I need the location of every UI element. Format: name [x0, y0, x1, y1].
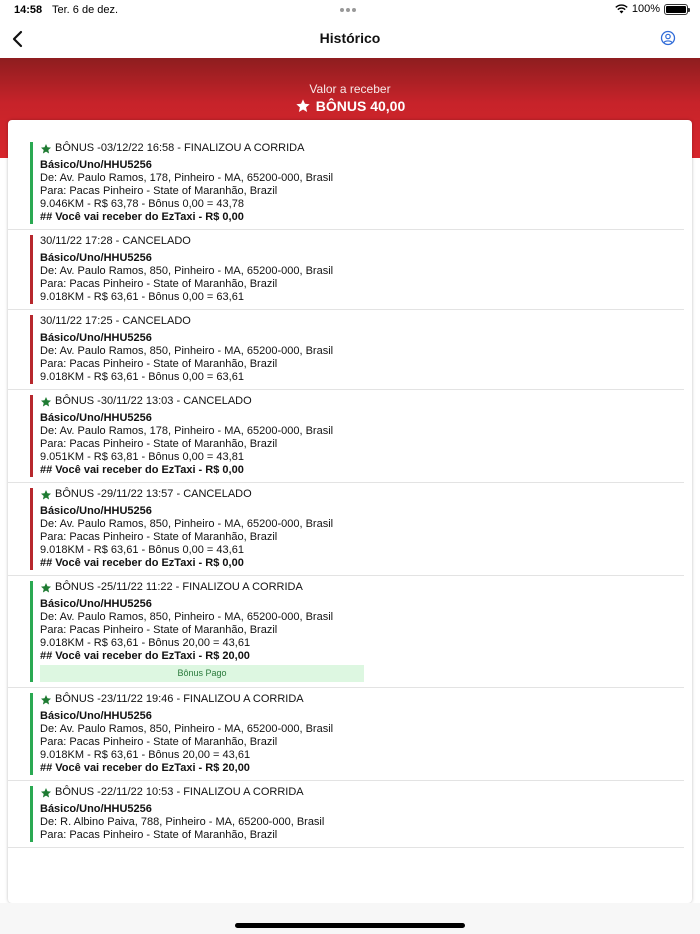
ride-vehicle: Básico/Uno/HHU5256 — [40, 710, 152, 722]
ride-vehicle: Básico/Uno/HHU5256 — [40, 332, 152, 344]
ride-vehicle: Básico/Uno/HHU5256 — [40, 803, 152, 815]
ride-header-text: BÔNUS -30/11/22 13:03 - CANCELADO — [55, 395, 252, 407]
ride-destination: Para: Pacas Pinheiro - State of Maranhão, Brazil — [40, 185, 278, 197]
ride-origin: De: Av. Paulo Ramos, 178, Pinheiro - MA, 65200-000, Brasil — [40, 172, 334, 184]
ride-header-text: BÔNUS -25/11/22 11:22 - FINALIZOU A CORRIDA — [55, 581, 303, 593]
star-icon — [40, 694, 52, 706]
ride-fare: 9.018KM - R$ 63,61 - Bônus 0,00 = 63,61 — [40, 291, 244, 303]
star-icon — [40, 143, 52, 155]
battery-percent: 100% — [631, 3, 660, 15]
ride-bonus-note: ## Você vai receber do EzTaxi - R$ 0,00 — [40, 557, 244, 569]
ride-vehicle: Básico/Uno/HHU5256 — [40, 159, 152, 171]
ride-origin: De: Av. Paulo Ramos, 850, Pinheiro - MA, 65200-000, Brasil — [40, 611, 334, 623]
ride-vehicle: Básico/Uno/HHU5256 — [40, 252, 152, 264]
status-time: 14:58 — [14, 4, 43, 16]
balance-amount: BÔNUS 40,00 — [315, 98, 406, 114]
ride-fare: 9.046KM - R$ 63,78 - Bônus 0,00 = 43,78 — [40, 198, 244, 210]
status-date: Ter. 6 de dez. — [52, 4, 119, 16]
ride-history-list[interactable] — [8, 120, 692, 848]
ride-entry — [30, 235, 684, 304]
ride-header-text: BÔNUS -23/11/22 19:46 - FINALIZOU A CORRIDA — [55, 693, 304, 705]
ride-bonus-note: ## Você vai receber do EzTaxi - R$ 20,00 — [40, 762, 250, 774]
ride-destination: Para: Pacas Pinheiro - State of Maranhão, Brazil — [40, 736, 278, 748]
battery-icon — [664, 4, 688, 15]
ride-fare: 9.018KM - R$ 63,61 - Bônus 20,00 = 43,61 — [40, 749, 251, 761]
list-item[interactable] — [8, 120, 684, 230]
star-icon — [40, 582, 52, 594]
history-card — [8, 120, 692, 903]
ride-vehicle: Básico/Uno/HHU5256 — [40, 412, 152, 424]
star-icon — [40, 396, 52, 408]
ride-header — [40, 581, 684, 594]
ride-bonus-note: ## Você vai receber do EzTaxi - R$ 20,00 — [40, 650, 250, 662]
star-icon — [295, 98, 311, 114]
list-item[interactable] — [8, 483, 684, 576]
ride-fare: 9.018KM - R$ 63,61 - Bônus 20,00 = 43,61 — [40, 637, 251, 649]
list-item[interactable] — [8, 781, 684, 848]
ride-origin: De: Av. Paulo Ramos, 850, Pinheiro - MA, 65200-000, Brasil — [40, 265, 334, 277]
ride-destination: Para: Pacas Pinheiro - State of Maranhão, Brazil — [40, 358, 278, 370]
ride-entry — [30, 488, 684, 570]
ride-entry — [30, 142, 684, 224]
ride-header — [40, 786, 684, 799]
ride-destination: Para: Pacas Pinheiro - State of Maranhão, Brazil — [40, 531, 278, 543]
ride-entry — [30, 786, 684, 842]
wifi-icon — [615, 4, 628, 14]
ride-vehicle: Básico/Uno/HHU5256 — [40, 505, 152, 517]
ride-bonus-note: ## Você vai receber do EzTaxi - R$ 0,00 — [40, 211, 244, 223]
ride-destination: Para: Pacas Pinheiro - State of Maranhão, Brazil — [40, 278, 278, 290]
ride-destination: Para: Pacas Pinheiro - State of Maranhão, Brazil — [40, 438, 278, 450]
ride-origin: De: Av. Paulo Ramos, 850, Pinheiro - MA, 65200-000, Brasil — [40, 518, 334, 530]
star-icon — [40, 787, 52, 799]
ride-header — [40, 235, 684, 248]
ride-header — [40, 488, 684, 501]
bottom-area — [0, 903, 700, 934]
ride-header — [40, 395, 684, 408]
ride-header — [40, 142, 684, 155]
ride-entry — [30, 315, 684, 384]
ride-origin: De: Av. Paulo Ramos, 850, Pinheiro - MA, 65200-000, Brasil — [40, 723, 334, 735]
ride-fare: 9.018KM - R$ 63,61 - Bônus 0,00 = 63,61 — [40, 371, 244, 383]
ride-origin: De: Av. Paulo Ramos, 850, Pinheiro - MA, 65200-000, Brasil — [40, 345, 334, 357]
star-icon — [40, 489, 52, 501]
ride-header-text: BÔNUS -29/11/22 13:57 - CANCELADO — [55, 488, 252, 500]
navigation-bar — [0, 20, 700, 58]
list-item[interactable] — [8, 230, 684, 310]
user-circle-icon[interactable] — [660, 30, 676, 46]
status-bar — [0, 0, 700, 20]
page-title: Histórico — [319, 30, 381, 46]
home-indicator[interactable] — [235, 923, 465, 928]
list-item[interactable] — [8, 390, 684, 483]
ride-destination: Para: Pacas Pinheiro - State of Maranhão, Brazil — [40, 829, 278, 841]
ride-header — [40, 693, 684, 706]
status-indicators — [615, 3, 688, 15]
ride-fare: 9.018KM - R$ 63,61 - Bônus 0,00 = 43,61 — [40, 544, 244, 556]
multitask-dots-icon[interactable] — [340, 3, 360, 9]
ride-origin: De: R. Albino Paiva, 788, Pinheiro - MA, 65200-000, Brasil — [40, 816, 325, 828]
ride-header-text: BÔNUS -03/12/22 16:58 - FINALIZOU A CORRIDA — [55, 142, 305, 154]
list-item[interactable] — [8, 310, 684, 390]
ride-header-text: 30/11/22 17:25 - CANCELADO — [40, 315, 191, 327]
ride-entry — [30, 395, 684, 477]
ride-header-text: BÔNUS -22/11/22 10:53 - FINALIZOU A CORRIDA — [55, 786, 304, 798]
ride-origin: De: Av. Paulo Ramos, 178, Pinheiro - MA, 65200-000, Brasil — [40, 425, 334, 437]
balance-label: Valor a receber — [309, 82, 391, 96]
list-item[interactable] — [8, 576, 684, 688]
ride-bonus-note: ## Você vai receber do EzTaxi - R$ 0,00 — [40, 464, 244, 476]
balance-value — [0, 98, 700, 114]
ride-header — [40, 315, 684, 328]
ride-destination: Para: Pacas Pinheiro - State of Maranhão, Brazil — [40, 624, 278, 636]
ride-entry — [30, 693, 684, 775]
list-item[interactable] — [8, 688, 684, 781]
ride-fare: 9.051KM - R$ 63,81 - Bônus 0,00 = 43,81 — [40, 451, 244, 463]
ride-header-text: 30/11/22 17:28 - CANCELADO — [40, 235, 191, 247]
ride-vehicle: Básico/Uno/HHU5256 — [40, 598, 152, 610]
bonus-paid-badge: Bônus Pago — [40, 665, 364, 682]
ride-entry — [30, 581, 684, 682]
